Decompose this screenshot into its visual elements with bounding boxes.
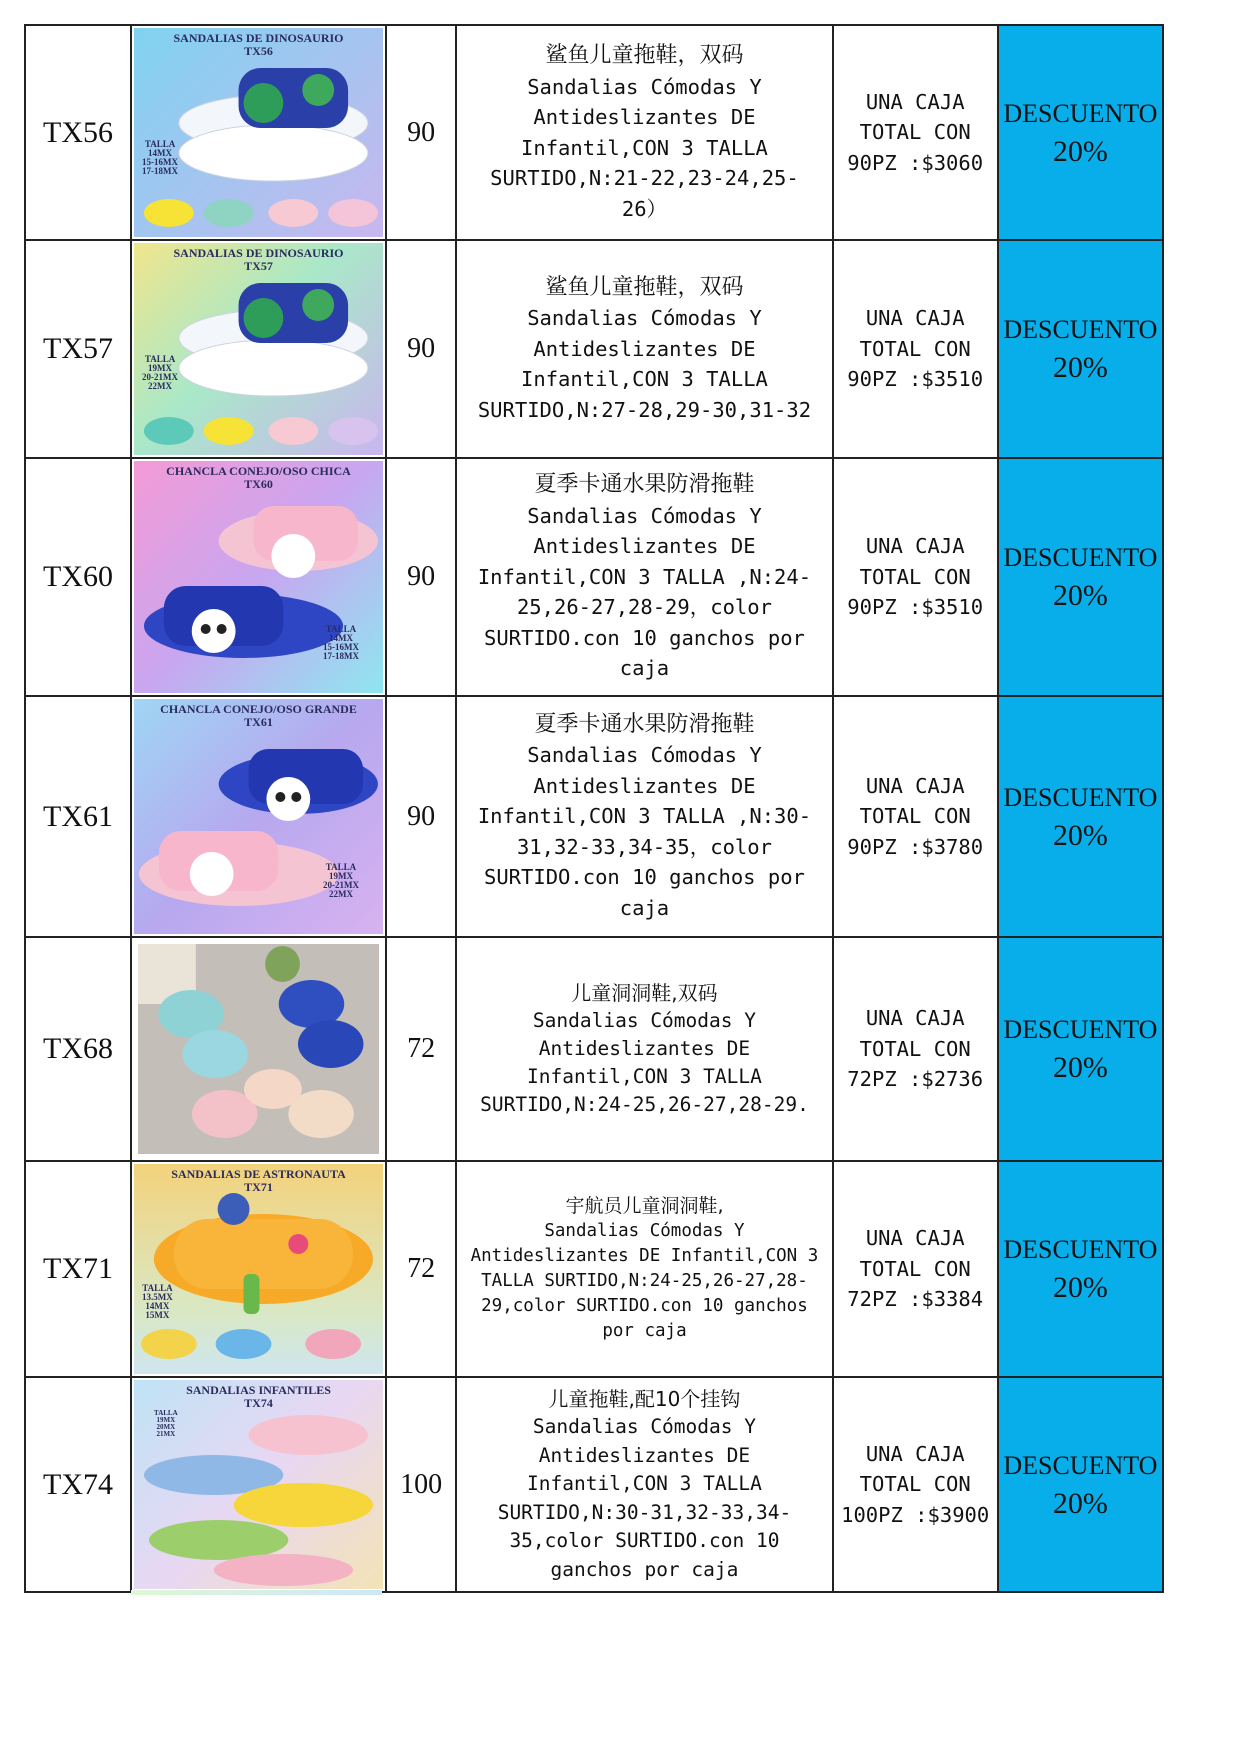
- description-line: 26）: [621, 196, 668, 221]
- photo-sizes: [323, 625, 359, 661]
- description-chinese: 夏季卡通水果防滑拖鞋: [534, 472, 755, 498]
- price-line: 90PZ :$3510: [847, 595, 984, 620]
- size-label: TALLA: [325, 624, 357, 634]
- product-price: [833, 25, 998, 240]
- product-code: TX60: [25, 458, 131, 696]
- photo-title: SANDALIAS DE ASTRONAUTA: [171, 1167, 346, 1181]
- size-label: TALLA: [154, 1409, 178, 1417]
- product-description: [456, 1377, 832, 1592]
- product-code: TX56: [25, 25, 131, 240]
- discount-label: DESCUENTO: [1003, 543, 1158, 572]
- photo-sizes: [154, 1410, 178, 1438]
- price-line: UNA CAJA: [865, 534, 965, 559]
- description-line: Infantil,CON 3 TALLA: [521, 135, 768, 160]
- photo-title: CHANCLA CONEJO/OSO GRANDE: [160, 702, 357, 716]
- size-value: 15MX: [145, 1310, 170, 1320]
- product-description: [456, 696, 832, 937]
- size-value: 15-16MX: [322, 642, 359, 652]
- description-line: Infantil,CON 3 TALLA: [527, 1065, 762, 1088]
- product-code: TX57: [25, 240, 131, 458]
- description-line: Antideslizantes DE: [538, 1443, 751, 1467]
- discount-cell: [998, 1161, 1163, 1377]
- discount-label: DESCUENTO: [1003, 1450, 1158, 1480]
- description-chinese: 宇航员儿童洞洞鞋,: [565, 1195, 724, 1217]
- size-value: 22MX: [328, 889, 353, 899]
- product-row: [25, 1377, 1163, 1592]
- discount-cell: [998, 1377, 1163, 1592]
- size-label: TALLA: [142, 1283, 173, 1293]
- discount-percent: 20%: [1052, 1486, 1108, 1520]
- size-value: 20-21MX: [322, 880, 359, 890]
- product-catalog-table: [24, 24, 1164, 1593]
- photo-title: SANDALIAS DE DINOSAURIO: [173, 31, 344, 45]
- description-line: 35,color SURTIDO.con 10: [509, 1529, 780, 1553]
- product-price: [833, 1377, 998, 1592]
- discount-percent: 20%: [1052, 579, 1108, 612]
- product-quantity: 72: [386, 1161, 456, 1377]
- size-value: 20-21MX: [142, 372, 179, 382]
- price-line: TOTAL CON: [859, 1256, 971, 1281]
- photo-sizes: [142, 355, 178, 391]
- description-line: Antideslizantes DE: [533, 105, 756, 129]
- discount-label: DESCUENTO: [1003, 1015, 1158, 1044]
- description-line: Infantil,CON 3 TALLA ,N:30-: [477, 804, 812, 829]
- description-line: Sandalias Cómodas Y: [544, 1221, 745, 1241]
- description-line: SURTIDO.con 10 ganchos por: [484, 625, 805, 650]
- price-line: 90PZ :$3510: [847, 367, 984, 392]
- description-line: Sandalias Cómodas Y: [532, 1009, 756, 1032]
- photo-model: TX60: [244, 477, 273, 491]
- discount-percent: 20%: [1052, 134, 1108, 168]
- product-photo-cell: [131, 1377, 386, 1592]
- product-description: [456, 25, 832, 240]
- description-line: Infantil,CON 3 TALLA: [527, 1472, 762, 1496]
- product-code: TX68: [25, 937, 131, 1161]
- product-code: TX74: [25, 1377, 131, 1592]
- size-value: 22MX: [148, 381, 173, 391]
- product-description: [456, 937, 832, 1161]
- description-line: Antideslizantes DE Infantil,CON 3: [470, 1246, 819, 1266]
- product-code: TX71: [25, 1161, 131, 1377]
- price-line: TOTAL CON: [859, 564, 971, 589]
- product-row: [25, 937, 1163, 1161]
- product-photo-cell: [131, 696, 386, 937]
- discount-cell: [998, 696, 1163, 937]
- product-photo-cell: [131, 458, 386, 696]
- price-line: TOTAL CON: [859, 1472, 971, 1497]
- description-line: Sandalias Cómodas Y: [527, 306, 762, 331]
- price-line: UNA CAJA: [865, 773, 965, 798]
- photo-title: SANDALIAS INFANTILES: [186, 1383, 331, 1397]
- price-line: 90PZ :$3060: [847, 150, 984, 175]
- product-photo: [134, 1380, 383, 1589]
- size-value: 17-18MX: [142, 166, 179, 176]
- photo-sizes: [142, 140, 178, 176]
- description-line: Sandalias Cómodas Y: [527, 743, 762, 768]
- price-line: TOTAL CON: [859, 120, 971, 145]
- description-line: Infantil,CON 3 TALLA: [521, 367, 768, 392]
- description-line: SURTIDO,N:24-25,26-27,28-29.: [480, 1093, 809, 1116]
- discount-cell: [998, 25, 1163, 240]
- size-label: TALLA: [144, 354, 176, 364]
- sandal-illustration: [134, 243, 383, 455]
- price-line: UNA CAJA: [865, 1441, 965, 1466]
- product-description: [456, 240, 832, 458]
- sandal-illustration: [134, 1164, 383, 1374]
- size-value: 21MX: [156, 1430, 176, 1438]
- photo-sizes: [142, 1284, 173, 1320]
- discount-percent: 20%: [1052, 1051, 1108, 1084]
- description-line: Sandalias Cómodas Y: [527, 74, 762, 99]
- product-price: [833, 1161, 998, 1377]
- photo-model: TX61: [244, 715, 273, 729]
- product-photo: [134, 1164, 383, 1374]
- size-label: TALLA: [144, 139, 176, 149]
- discount-cell: [998, 937, 1163, 1161]
- product-photo: [134, 461, 383, 693]
- product-photo: [134, 28, 383, 237]
- product-photo-cell: [131, 1161, 386, 1377]
- price-line: TOTAL CON: [859, 804, 971, 829]
- photo-model: TX56: [244, 44, 273, 58]
- photo-model: TX74: [244, 1396, 273, 1410]
- price-line: UNA CAJA: [865, 1006, 965, 1031]
- description-line: Antideslizantes DE: [533, 534, 756, 559]
- size-value: 19MX: [328, 871, 353, 881]
- product-quantity: 90: [386, 696, 456, 937]
- product-price: [833, 240, 998, 458]
- size-value: 15-16MX: [142, 157, 179, 167]
- description-line: por caja: [602, 1321, 687, 1341]
- price-line: UNA CAJA: [865, 306, 965, 331]
- product-quantity: 90: [386, 25, 456, 240]
- sandal-illustration: [134, 28, 383, 237]
- discount-percent: 20%: [1052, 351, 1108, 384]
- product-quantity: 100: [386, 1377, 456, 1592]
- product-photo: [138, 944, 379, 1154]
- description-chinese: 儿童洞洞鞋,双码: [571, 981, 718, 1005]
- description-line: 25,26-27,28-29，color: [516, 595, 772, 620]
- product-row: [25, 1161, 1163, 1377]
- discount-label: DESCUENTO: [1003, 98, 1158, 128]
- product-photo-cell: [131, 937, 386, 1161]
- price-line: UNA CAJA: [865, 89, 965, 114]
- product-price: [833, 458, 998, 696]
- photo-model: TX71: [244, 1180, 273, 1194]
- product-photo: [134, 243, 383, 455]
- description-line: SURTIDO,N:21-22,23-24,25-: [490, 166, 799, 190]
- product-quantity: 72: [386, 937, 456, 1161]
- size-value: 19MX: [156, 1416, 176, 1424]
- product-row: [25, 240, 1163, 458]
- description-line: 31,32-33,34-35，color: [516, 834, 772, 859]
- description-line: ganchos por caja: [550, 1557, 739, 1581]
- description-line: Antideslizantes DE: [533, 773, 756, 798]
- clog-photo: [138, 944, 379, 1154]
- description-line: SURTIDO,N:30-31,32-33,34-: [497, 1500, 792, 1524]
- discount-cell: [998, 240, 1163, 458]
- description-line: Antideslizantes DE: [533, 336, 756, 361]
- price-line: 100PZ :$3900: [841, 1502, 990, 1527]
- description-line: SURTIDO.con 10 ganchos por: [484, 865, 805, 890]
- photo-title: CHANCLA CONEJO/OSO CHICA: [166, 464, 351, 478]
- product-photo-cell: [131, 25, 386, 240]
- product-description: [456, 458, 832, 696]
- size-value: 14MX: [148, 148, 173, 158]
- size-label: TALLA: [325, 862, 357, 872]
- price-line: TOTAL CON: [859, 336, 971, 361]
- price-line: 72PZ :$2736: [847, 1067, 984, 1092]
- size-value: 14MX: [145, 1301, 170, 1311]
- description-line: 29,color SURTIDO.con 10 ganchos: [481, 1296, 808, 1316]
- product-quantity: 90: [386, 240, 456, 458]
- product-photo-cell: [131, 240, 386, 458]
- description-line: caja: [619, 656, 670, 681]
- description-line: SURTIDO,N:27-28,29-30,31-32: [477, 397, 812, 422]
- price-line: UNA CAJA: [865, 1226, 965, 1251]
- size-value: 20MX: [156, 1423, 176, 1431]
- product-code: TX61: [25, 696, 131, 937]
- discount-label: DESCUENTO: [1003, 315, 1158, 344]
- discount-percent: 20%: [1052, 1271, 1108, 1304]
- discount-cell: [998, 458, 1163, 696]
- photo-title: SANDALIAS DE DINOSAURIO: [173, 246, 344, 260]
- description-line: Sandalias Cómodas Y: [532, 1415, 756, 1439]
- description-chinese: 儿童拖鞋,配10个挂钩: [548, 1386, 741, 1411]
- description-chinese: 鲨鱼儿童拖鞋，双码: [545, 43, 744, 68]
- description-line: TALLA SURTIDO,N:24-25,26-27,28-: [481, 1271, 808, 1291]
- price-line: 90PZ :$3780: [847, 834, 984, 859]
- size-value: 14MX: [328, 633, 353, 643]
- description-line: caja: [619, 895, 670, 920]
- price-line: TOTAL CON: [859, 1036, 971, 1061]
- discount-label: DESCUENTO: [1003, 1235, 1158, 1264]
- description-chinese: 夏季卡通水果防滑拖鞋: [534, 711, 755, 737]
- description-chinese: 鲨鱼儿童拖鞋，双码: [545, 274, 744, 300]
- description-line: Antideslizantes DE: [538, 1037, 751, 1060]
- product-price: [833, 696, 998, 937]
- product-price: [833, 937, 998, 1161]
- price-line: 72PZ :$3384: [847, 1287, 984, 1312]
- description-line: Infantil,CON 3 TALLA ,N:24-: [477, 564, 812, 589]
- product-quantity: 90: [386, 458, 456, 696]
- size-value: 17-18MX: [322, 651, 359, 661]
- discount-label: DESCUENTO: [1003, 782, 1158, 812]
- photo-sizes: [323, 863, 359, 899]
- product-row: [25, 696, 1163, 937]
- size-value: 19MX: [148, 363, 173, 373]
- description-line: Sandalias Cómodas Y: [527, 503, 762, 528]
- image-overflow-strip: [131, 1590, 382, 1595]
- product-photo: [134, 699, 383, 934]
- product-description: [456, 1161, 832, 1377]
- photo-model: TX57: [244, 259, 273, 273]
- size-value: 13.5MX: [142, 1292, 173, 1302]
- product-row: [25, 458, 1163, 696]
- discount-percent: 20%: [1052, 818, 1108, 852]
- product-row: [25, 25, 1163, 240]
